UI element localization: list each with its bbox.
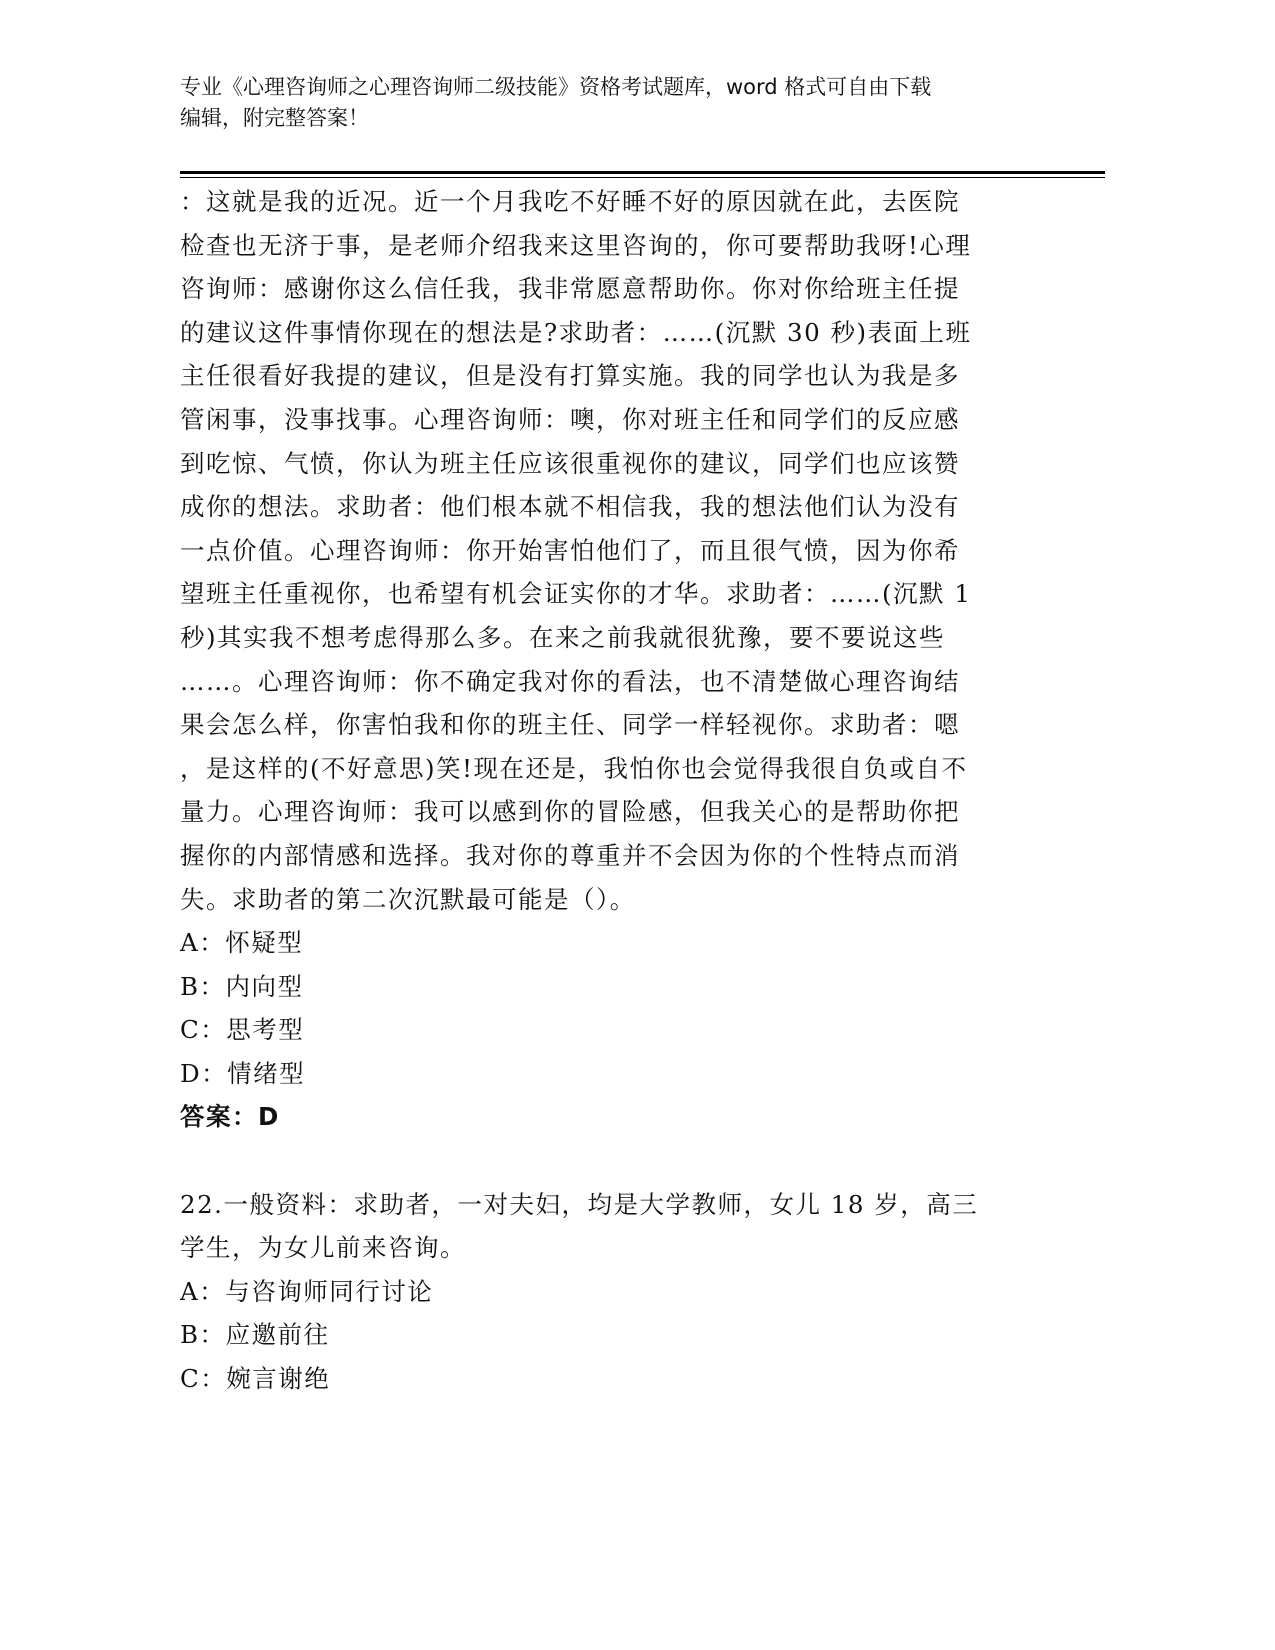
question-21 <box>180 180 1060 1139</box>
question-text-line: ，是这样的(不好意思)笑!现在还是，我怕你也会觉得我很自负或自不 <box>180 753 968 783</box>
question-text-line: ……。心理咨询师：你不确定我对你的看法，也不清楚做心理咨询结 <box>180 666 960 696</box>
option-a: A：怀疑型 <box>180 928 304 958</box>
question-text-line: 的建议这件事情你现在的想法是?求助者：……(沉默 30 秒)表面上班 <box>180 317 972 347</box>
question-text-line: 果会怎么样，你害怕我和你的班主任、同学一样轻视你。求助者：嗯 <box>180 710 960 740</box>
question-text-line: 一点价值。心理咨询师：你开始害怕他们了，而且很气愤，因为你希 <box>180 535 960 565</box>
answer: 答案：D <box>180 1102 280 1132</box>
option-c: C：思考型 <box>180 1015 305 1045</box>
question-text-line: 望班主任重视你，也希望有机会证实你的才华。求助者：……(沉默 1 <box>180 579 972 609</box>
question-text-line: 检查也无济于事，是老师介绍我来这里咨询的，你可要帮助我呀!心理 <box>180 230 972 260</box>
header-divider-thick <box>180 171 1105 174</box>
option-b: B：应邀前往 <box>180 1320 330 1350</box>
header-line: 编辑，附完整答案！ <box>180 106 369 130</box>
question-text-line: 主任很看好我提的建议，但是没有打算实施。我的同学也认为我是多 <box>180 361 960 391</box>
header-line: 专业《心理咨询师之心理咨询师二级技能》资格考试题库，word 格式可自由下载 <box>180 75 932 99</box>
option-a: A：与咨询师同行讨论 <box>180 1276 434 1306</box>
spacer <box>180 1139 1060 1183</box>
document-header <box>180 72 1040 134</box>
header-divider-thin <box>180 177 1105 178</box>
question-text-line: 咨询师：感谢你这么信任我，我非常愿意帮助你。你对你给班主任提 <box>180 274 960 304</box>
question-text-line: ：这就是我的近况。近一个月我吃不好睡不好的原因就在此，去医院 <box>180 187 960 216</box>
question-22 <box>180 1183 1060 1401</box>
option-c: C：婉言谢绝 <box>180 1364 331 1394</box>
question-text-line: 秒)其实我不想考虑得那么多。在来之前我就很犹豫，要不要说这些 <box>180 622 946 652</box>
option-d: D：情绪型 <box>180 1058 306 1088</box>
question-text-line: 学生，为女儿前来咨询。 <box>180 1233 466 1263</box>
question-text-line: 22.一般资料：求助者，一对夫妇，均是大学教师，女儿 18 岁，高三 <box>180 1189 979 1219</box>
question-text-line: 失。求助者的第二次沉默最可能是（）。 <box>180 884 636 914</box>
question-text-line: 量力。心理咨询师：我可以感到你的冒险感，但我关心的是帮助你把 <box>180 797 960 827</box>
document-body <box>180 180 1060 1401</box>
question-text-line: 握你的内部情感和选择。我对你的尊重并不会因为你的个性特点而消 <box>180 840 960 870</box>
question-text-line: 到吃惊、气愤，你认为班主任应该很重视你的建议，同学们也应该赞 <box>180 448 960 478</box>
option-b: B：内向型 <box>180 971 304 1001</box>
question-text-line: 成你的想法。求助者：他们根本就不相信我，我的想法他们认为没有 <box>180 492 960 522</box>
question-text-line: 管闲事，没事找事。心理咨询师：噢，你对班主任和同学们的反应感 <box>180 404 960 434</box>
